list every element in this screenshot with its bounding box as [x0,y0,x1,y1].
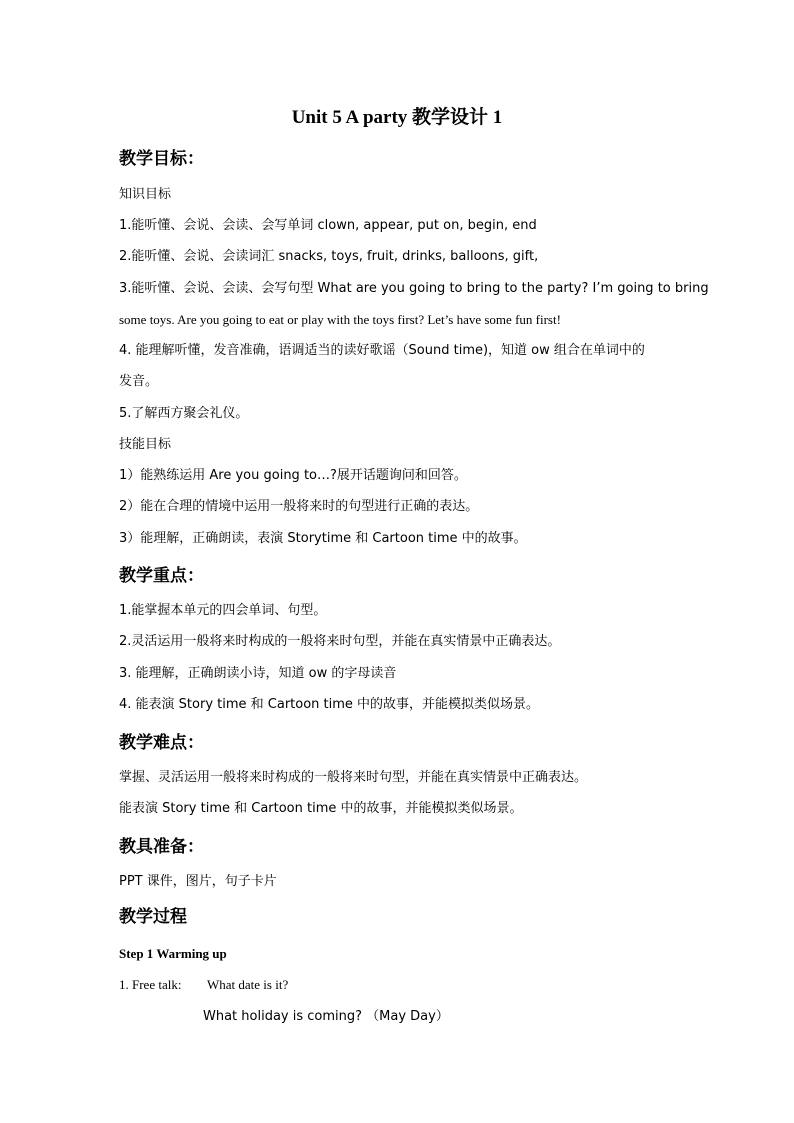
key-point-4: 4. 能表演 Story time 和 Cartoon time 中的故事，并能模拟类似场景。 [119,697,540,712]
skill-goals-label: 技能目标 [119,437,172,452]
heading-difficulties: 教学难点： [119,733,204,753]
difficulty-1: 掌握、灵活运用一般将来时构成的一般将来时句型，并能在真实情景中正确表达。 [119,770,588,785]
difficulty-2: 能表演 Story time 和 Cartoon time 中的故事，并能模拟类似场景。 [119,801,523,816]
skill-goal-2: 2）能在合理的情境中运用一般将来时的句型进行正确的表达。 [119,499,479,514]
free-talk-question-1: What date is it? [207,977,289,992]
knowledge-goal-3-cont: some toys. Are you going to eat or play with the toys first? Let’s have some fun first! [119,312,561,327]
free-talk-question-2: What holiday is coming? （May Day） [203,1009,449,1024]
heading-teaching-goals: 教学目标： [119,149,204,169]
knowledge-goal-3: 3.能听懂、会说、会读、会写句型 What are you going to bring to the party? I’m going to bring [119,281,709,296]
heading-teaching-aids: 教具准备： [119,837,204,857]
heading-key-points: 教学重点： [119,566,204,586]
key-point-1: 1.能掌握本单元的四会单词、句型。 [119,603,327,618]
document-title: Unit 5 A party 教学设计 1 [291,107,503,128]
key-point-2: 2.灵活运用一般将来时构成的一般将来时句型，并能在真实情景中正确表达。 [119,634,561,649]
knowledge-goal-2: 2.能听懂、会说、会读词汇 snacks, toys, fruit, drinks, balloons, gift, [119,249,539,264]
skill-goal-1: 1）能熟练运用 Are you going to…?展开话题询问和回答。 [119,468,467,483]
knowledge-goal-4-cont: 发音。 [119,374,159,389]
teaching-aids: PPT 课件，图片，句子卡片 [119,874,277,889]
step-1-heading: Step 1 Warming up [119,946,227,961]
knowledge-goal-5: 5.了解西方聚会礼仪。 [119,406,249,421]
free-talk-label: 1. Free talk: [119,977,182,992]
key-point-3: 3. 能理解，正确朗读小诗，知道 ow 的字母读音 [119,666,397,681]
knowledge-goals-label: 知识目标 [119,187,172,202]
skill-goal-3: 3）能理解，正确朗读，表演 Storytime 和 Cartoon time 中的故事。 [119,531,527,546]
knowledge-goal-4: 4. 能理解听懂，发音准确，语调适当的读好歌谣（Sound time)，知道 ow 组合在单词中的 [119,343,645,358]
knowledge-goal-1: 1.能听懂、会说、会读、会写单词 clown, appear, put on, begin, end [119,218,537,233]
heading-teaching-process: 教学过程 [119,907,187,927]
